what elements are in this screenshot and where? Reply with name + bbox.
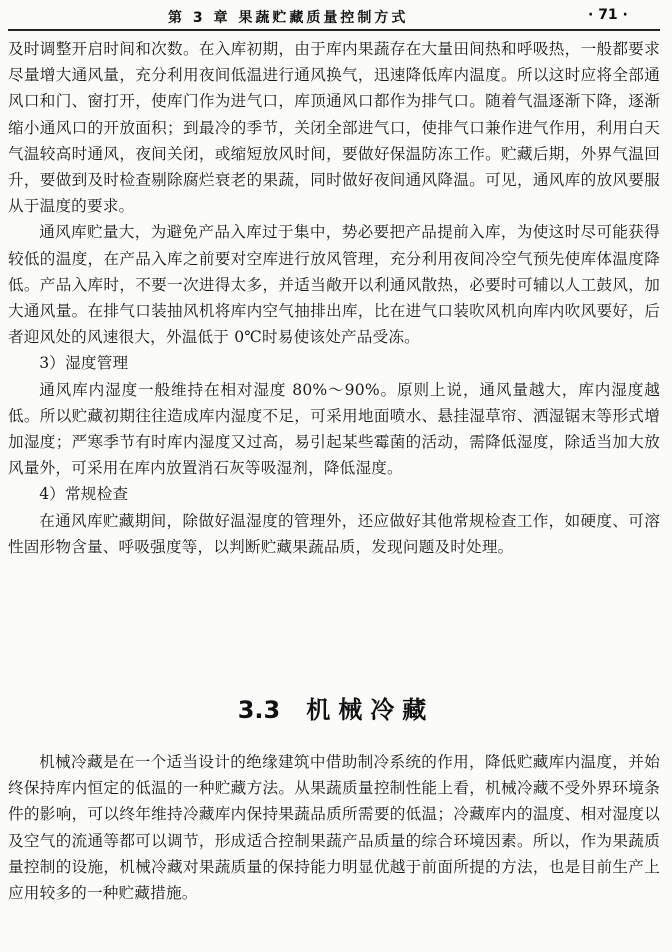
running-head: 第 3 章 果蔬贮藏质量控制方式 — [168, 10, 409, 26]
section-title: 机械冷藏 — [306, 696, 435, 724]
paragraph-ventilation-storage: 通风库贮量大，为避免产品入库过于集中，势必要把产品提前入库，为使这时尽可能获得较低的温度，在产品入库之前要对空库进行放风管理，充分利用夜间冷空气预先使库体温度降低。产品入库时，不要一次进得太多，并适当敞开以利通风散热，必要时可辅以人工鼓风，加大通风量。在排气口装抽风机将库内空气抽排出库，比在进气口装吹风机向库内吹风要好，后者迎风处的风速很大，外温低于 0℃时易使该处产品受冻。 — [8, 223, 660, 347]
section-heading — [0, 690, 672, 725]
paragraph-continued: 及时调整开启时间和次数。在入库初期，由于库内果蔬存在大量田间热和呼吸热，一般都要求尽量增大通风量，充分利用夜间低温进行通风换气，迅速降低库内温度。所以这时应将全部通风口和门、窗打开，使库门作为进气口，库顶通风口都作为排气口。随着气温逐渐下降，逐渐缩小通风口的开放面积；到最冷的季节，关闭全部进气口，使排气口兼作进气作用，利用白天气温较高时通风，夜间关闭，或缩短放风时间，要做好保温防冻工作。贮藏后期，外界气温回升，要做到及时检查剔除腐烂衰老的果蔬，同时做好夜间通风降温。可见，通风库的放风要服从于温度的要求。 — [8, 40, 660, 216]
header-rule — [8, 29, 660, 31]
page-number: · 71 · — [588, 7, 628, 23]
section-number: 3.3 — [237, 696, 281, 724]
subheading-routine-inspection: 4）常规检查 — [39, 485, 129, 504]
subheading-humidity-management: 3）湿度管理 — [39, 354, 129, 373]
paragraph-humidity: 通风库内湿度一般维持在相对湿度 80%～90%。原则上说，通风量越大，库内湿度越低。所以贮藏初期往往造成库内湿度不足，可采用地面喷水、悬挂湿草帘、洒湿锯末等形式增加湿度；严寒季节有时库内湿度又过高，易引起某些霉菌的活动，需降低湿度，除适当加大放风量外，可采用在库内放置消石灰等吸湿剂，降低湿度。 — [8, 380, 660, 478]
section-body — [8, 749, 660, 906]
paragraph-mechanical-refrigeration: 机械冷藏是在一个适当设计的绝缘建筑中借助制冷系统的作用，降低贮藏库内温度，并始终保持库内恒定的低温的一种贮藏方法。从果蔬质量控制性能上看，机械冷藏不受外界环境条件的影响，可以终年维持冷藏库内保持果蔬品质所需要的低温；冷藏库内的温度、相对湿度以及空气的流通等都可以调节，形成适合控制果蔬产品质量的综合环境因素。所以，作为果蔬质量控制的设施，机械冷藏对果蔬质量的保持能力明显优越于前面所提的方法，也是目前生产上应用较多的一种贮藏措施。 — [8, 753, 660, 903]
body-text — [8, 36, 660, 560]
page-header — [0, 0, 672, 32]
paragraph-inspection: 在通风库贮藏期间，除做好温湿度的管理外，还应做好其他常规检查工作，如硬度、可溶性固形物含量、呼吸强度等，以判断贮藏果蔬品质，发现问题及时处理。 — [8, 511, 660, 556]
